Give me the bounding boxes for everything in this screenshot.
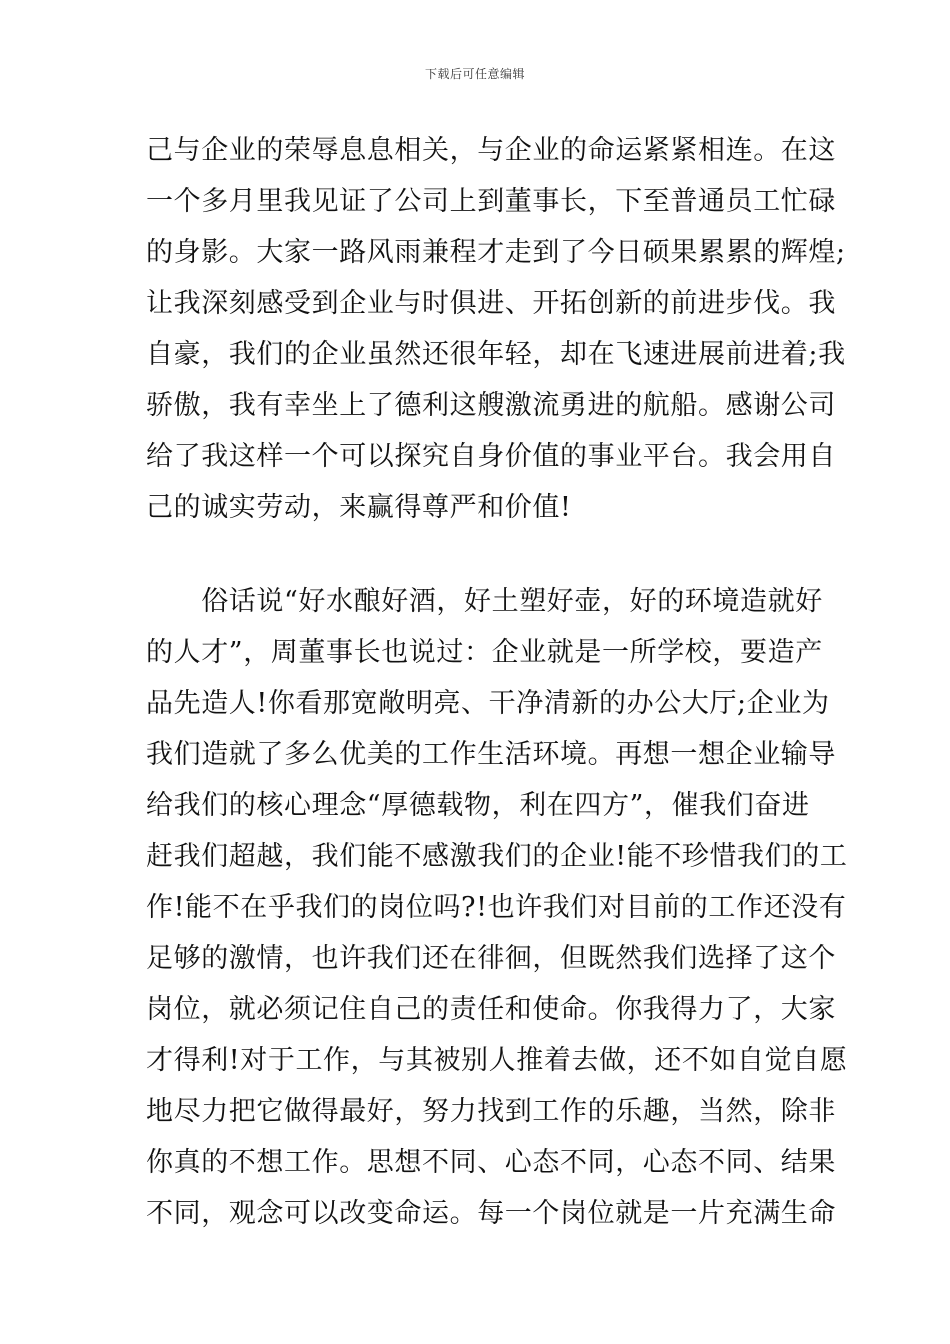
text-line: 地尽力把它做得最好，努力找到工作的乐趣，当然，除非	[146, 1096, 836, 1127]
text-line: 赶我们超越，我们能不感激我们的企业!能不珍惜我们的工	[146, 841, 848, 872]
text-line: 品先造人!你看那宽敞明亮、干净清新的办公大厅;企业为	[146, 688, 830, 719]
text-line: 让我深刻感受到企业与时俱进、开拓创新的前进步伐。我	[146, 288, 836, 319]
text-line: 不同，观念可以改变命运。每一个岗位就是一片充满生命	[146, 1198, 836, 1229]
text-line: 的人才”，周董事长也说过：企业就是一所学校，要造产	[146, 637, 823, 668]
text-line: 作!能不在乎我们的岗位吗?!也许我们对目前的工作还没有	[146, 892, 847, 923]
text-line: 自豪，我们的企业虽然还很年轻，却在飞速进展前进着;我	[146, 339, 846, 370]
text-line: 的身影。大家一路风雨兼程才走到了今日硕果累累的辉煌;	[146, 237, 846, 268]
text-line: 足够的激情，也许我们还在徘徊，但既然我们选择了这个	[146, 943, 836, 974]
text-line: 一个多月里我见证了公司上到董事长，下至普通员工忙碌	[146, 186, 836, 217]
text-line: 给我们的核心理念“厚德载物，利在四方”，催我们奋进	[146, 790, 810, 821]
paragraph-2	[146, 576, 848, 1239]
header-note: 下载后可任意编辑	[424, 67, 525, 81]
text-line: 俗话说“好水酿好酒，好土塑好壶，好的环境造就好	[146, 586, 823, 617]
text-line: 才得利!对于工作，与其被别人推着去做，还不如自觉自愿	[146, 1045, 848, 1076]
text-line: 骄傲，我有幸坐上了德利这艘激流勇进的航船。感谢公司	[146, 390, 836, 421]
text-line: 你真的不想工作。思想不同、心态不同，心态不同、结果	[146, 1147, 836, 1178]
text-line: 己的诚实劳动，来赢得尊严和价值!	[146, 492, 572, 523]
paragraph-1	[146, 125, 846, 533]
text-line: 岗位，就必须记住自己的责任和使命。你我得力了，大家	[146, 994, 836, 1025]
text-line: 我们造就了多么优美的工作生活环境。再想一想企业输导	[146, 739, 836, 770]
text-line: 己与企业的荣辱息息相关，与企业的命运紧紧相连。在这	[146, 135, 836, 166]
text-line: 给了我这样一个可以探究自身价值的事业平台。我会用自	[146, 441, 836, 472]
